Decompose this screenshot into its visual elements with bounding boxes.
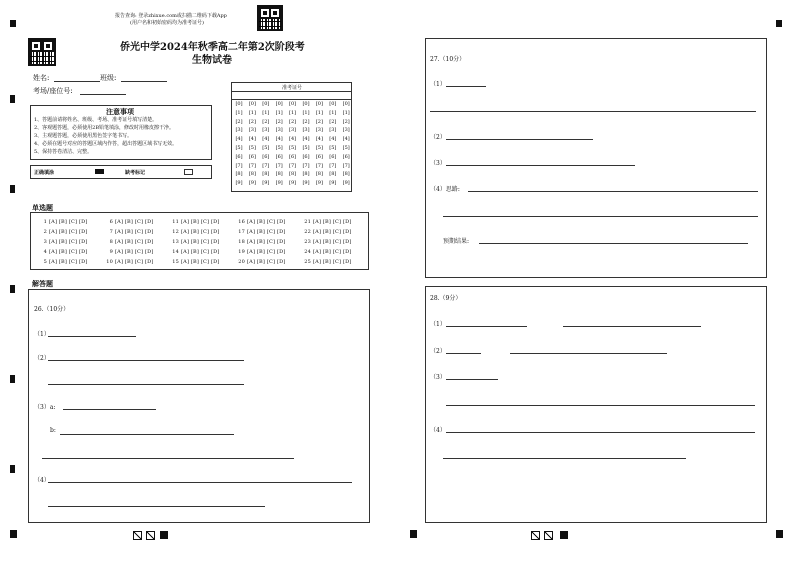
answer-options[interactable]: [A] [B] [C] [D] (115, 249, 154, 255)
exam-id-digit-bubble[interactable]: [3] (302, 127, 310, 134)
q28-part4-answer[interactable] (446, 432, 755, 433)
exam-id-digit-bubble[interactable]: [0] (262, 101, 270, 107)
single-choice-question[interactable] (236, 229, 286, 235)
exam-id-digit-bubble[interactable]: [0] (342, 101, 350, 107)
exam-id-digit-bubble[interactable]: [8] (235, 171, 243, 178)
q26-part2-label: （2） (34, 355, 50, 362)
q28-title: 28.（9分） (430, 295, 462, 302)
exam-id-digit-bubble[interactable]: [4] (342, 136, 350, 143)
exam-id-digit-bubble[interactable]: [1] (262, 109, 270, 116)
exam-id-digit-bubble[interactable]: [0] (329, 101, 337, 107)
exam-id-digit-bubble[interactable]: [8] (329, 171, 337, 178)
single-choice-question[interactable] (104, 259, 154, 265)
exam-id-digit-bubble[interactable]: [7] (329, 162, 337, 169)
q26-part1-label: （1） (34, 331, 50, 338)
exam-id-digit-bubble[interactable]: [1] (315, 109, 323, 116)
question-number: 15 (172, 259, 179, 265)
exam-id-digit-bubble[interactable]: [0] (289, 101, 297, 107)
q28-part3-answer[interactable] (446, 405, 755, 406)
q27-result-label: 预期结果: (443, 238, 470, 245)
exam-id-digit-bubble[interactable]: [6] (329, 153, 337, 160)
exam-id-digit-column[interactable] (286, 100, 300, 188)
exam-id-digit-bubble[interactable]: [4] (248, 136, 256, 143)
exam-id-digit-bubble[interactable]: [1] (329, 109, 337, 116)
answer-options[interactable]: [A] [B] [C] [D] (49, 239, 88, 245)
question-number: 22 (304, 229, 311, 235)
exam-id-digit-bubble[interactable]: [8] (275, 171, 283, 178)
q27-part2-answer[interactable] (446, 139, 593, 140)
exam-id-digit-column[interactable] (272, 100, 286, 188)
exam-id-digit-bubble[interactable]: [3] (275, 127, 283, 134)
exam-id-digit-bubble[interactable]: [2] (248, 118, 256, 125)
timing-mark (10, 95, 15, 103)
question-number: 9 (109, 249, 113, 255)
single-choice-question[interactable] (38, 229, 88, 235)
question-number: 6 (109, 219, 113, 225)
exam-id-digit-bubble[interactable]: [4] (275, 136, 283, 143)
exam-id-digit-column[interactable] (312, 100, 326, 188)
exam-id-digit-bubble[interactable]: [2] (302, 118, 310, 125)
exam-id-digit-bubble[interactable]: [2] (262, 118, 270, 125)
correct-fill-label: 正确填涂 (34, 170, 55, 176)
question-number: 5 (43, 259, 47, 265)
exam-id-digit-bubble[interactable]: [6] (302, 153, 310, 160)
single-choice-question[interactable] (170, 239, 220, 245)
exam-id-digit-bubble[interactable]: [6] (248, 153, 256, 160)
answer-options[interactable]: [A] [B] [C] [D] (313, 249, 352, 255)
exam-id-digit-bubble[interactable]: [2] (289, 118, 297, 125)
q26-part3b-label: b: (50, 427, 56, 434)
q27-part4-label: （4）思路: (430, 186, 460, 193)
exam-id-digit-bubble[interactable]: [3] (289, 127, 297, 134)
answer-options[interactable]: [A] [B] [C] [D] (181, 259, 220, 265)
exam-id-digit-bubble[interactable]: [4] (235, 136, 243, 143)
q27-part1-answer[interactable] (430, 111, 756, 112)
single-choice-question[interactable] (302, 219, 352, 225)
q27-title: 27.（10分） (430, 56, 466, 63)
answer-options[interactable]: [A] [B] [C] [D] (247, 219, 286, 225)
single-choice-question[interactable] (38, 239, 88, 245)
exam-id-digit-bubble[interactable]: [1] (235, 109, 243, 116)
single-choice-question[interactable] (38, 249, 88, 255)
q26-part3b-answer[interactable] (60, 434, 234, 435)
notice-item: 2、客观题答题，必须使用2B铅笔填涂，修改时用橡皮擦干净。 (34, 125, 175, 131)
exam-id-digit-bubble[interactable]: [8] (248, 171, 256, 178)
qr-code-icon (28, 38, 56, 66)
timing-mark (10, 185, 15, 193)
question-number: 16 (238, 219, 245, 225)
exam-id-digit-column[interactable] (232, 100, 246, 188)
exam-id-digit-column[interactable] (299, 100, 313, 188)
report-note: 报告查询: 登录zhixue.com或扫描二维码下载App (115, 13, 227, 19)
answer-options[interactable]: [A] [B] [C] [D] (181, 239, 220, 245)
exam-id-digit-bubble[interactable]: [3] (262, 127, 270, 134)
q27-result-answer[interactable] (479, 243, 748, 244)
exam-id-digit-bubble[interactable]: [0] (275, 101, 283, 107)
answer-options[interactable]: [A] [B] [C] [D] (115, 259, 154, 265)
exam-id-digit-bubble[interactable]: [4] (262, 136, 270, 143)
exam-id-digit-column[interactable] (326, 100, 340, 188)
exam-id-digit-bubble[interactable]: [8] (315, 171, 323, 178)
exam-id-digit-bubble[interactable]: [1] (342, 109, 350, 116)
exam-id-digit-bubble[interactable]: [4] (302, 136, 310, 143)
exam-id-digit-bubble[interactable]: [6] (342, 153, 350, 160)
question-number: 19 (238, 249, 245, 255)
notice-item: 3、主观题答题，必须使用黑色签字笔书写。 (34, 133, 133, 139)
single-choice-question[interactable] (302, 259, 352, 265)
q26-title: 26.（10分） (34, 306, 70, 313)
notice-item: 4、必须在题号对应的答题区域内作答，超出答题区域书写无效。 (34, 141, 178, 147)
q28-part2-label: （2） (430, 348, 446, 355)
q28-part1-answer[interactable] (446, 326, 527, 327)
q26-part4-label: （4） (34, 477, 50, 484)
question-number: 20 (238, 259, 245, 265)
answer-options[interactable]: [A] [B] [C] [D] (247, 249, 286, 255)
single-choice-question[interactable] (104, 239, 154, 245)
q27-part2-label: （2） (430, 134, 446, 141)
timing-mark (776, 530, 783, 538)
exam-id-digit-bubble[interactable]: [2] (329, 118, 337, 125)
timing-mark (10, 465, 15, 473)
single-choice-question[interactable] (170, 219, 220, 225)
question-number: 17 (238, 229, 245, 235)
exam-id-digit-bubble[interactable]: [7] (235, 162, 243, 169)
answer-options[interactable]: [A] [B] [C] [D] (181, 249, 220, 255)
exam-id-digit-bubble[interactable]: [4] (289, 136, 297, 143)
timing-mark (160, 531, 168, 539)
exam-id-digit-bubble[interactable]: [0] (315, 101, 323, 107)
q27-part4-answer[interactable] (443, 216, 758, 217)
question-number: 10 (106, 259, 113, 265)
exam-id-digit-bubble[interactable]: [8] (302, 171, 310, 178)
exam-id-digit-bubble[interactable]: [5] (315, 144, 323, 151)
exam-id-digit-bubble[interactable]: [5] (275, 144, 283, 151)
exam-id-digit-bubble[interactable]: [7] (342, 162, 350, 169)
q26-part2-answer[interactable] (48, 384, 244, 385)
q27-part1-answer[interactable] (446, 86, 486, 87)
exam-id-digit-bubble[interactable]: [6] (315, 153, 323, 160)
q28-part4-label: （4） (430, 427, 446, 434)
exam-id-digit-bubble[interactable]: [0] (235, 101, 243, 107)
exam-id-digit-bubble[interactable]: [5] (329, 144, 337, 151)
exam-id-digit-bubble[interactable]: [1] (275, 109, 283, 116)
exam-id-digit-bubble[interactable]: [9] (235, 180, 243, 187)
single-choice-question[interactable] (302, 229, 352, 235)
exam-id-digit-bubble[interactable]: [5] (262, 144, 270, 151)
notice-item: 1、答题前请将姓名、班级、考场、准考证号填写清楚。 (34, 117, 158, 123)
notice-item: 5、保持答卷清洁、完整。 (34, 149, 93, 155)
question-number: 4 (43, 249, 47, 255)
question-number: 1 (43, 219, 47, 225)
single-choice-question[interactable] (170, 249, 220, 255)
name-label: 姓名: (33, 74, 50, 82)
qr-code-icon (257, 5, 283, 31)
exam-id-digit-bubble[interactable]: [2] (315, 118, 323, 125)
exam-id-digit-bubble[interactable]: [9] (342, 180, 350, 187)
answer-options[interactable]: [A] [B] [C] [D] (49, 249, 88, 255)
q28-part2-answer[interactable] (510, 353, 667, 354)
seat-field[interactable] (80, 94, 126, 95)
exam-id-digit-bubble[interactable]: [6] (289, 153, 297, 160)
single-choice-question[interactable] (104, 229, 154, 235)
exam-id-digit-bubble[interactable]: [5] (289, 144, 297, 151)
exam-id-digit-bubble[interactable]: [7] (262, 162, 270, 169)
answer-options[interactable]: [A] [B] [C] [D] (115, 229, 154, 235)
exam-id-digit-bubble[interactable]: [7] (248, 162, 256, 169)
question-number: 14 (172, 249, 179, 255)
exam-id-divider (231, 91, 352, 92)
page-code-box (544, 531, 553, 540)
absent-mark-checkbox[interactable] (184, 169, 193, 175)
question-number: 24 (304, 249, 311, 255)
page-code-box (146, 531, 155, 540)
exam-id-digit-bubble[interactable]: [8] (342, 171, 350, 178)
q28-part3-label: （3） (430, 374, 446, 381)
exam-id-digit-bubble[interactable]: [2] (235, 118, 243, 125)
single-choice-question[interactable] (236, 239, 286, 245)
timing-mark (560, 531, 568, 539)
exam-id-digit-bubble[interactable]: [9] (289, 180, 297, 187)
single-choice-question[interactable] (104, 219, 154, 225)
exam-id-title: 准考证号 (282, 85, 303, 91)
exam-id-digit-bubble[interactable]: [9] (315, 180, 323, 187)
timing-mark (10, 285, 15, 293)
exam-id-digit-bubble[interactable]: [3] (235, 127, 243, 134)
answer-section-title: 解答题 (32, 279, 53, 288)
class-field[interactable] (121, 81, 167, 82)
question-number: 18 (238, 239, 245, 245)
class-label: 班级: (100, 74, 117, 82)
single-choice-question[interactable] (170, 229, 220, 235)
seat-label: 考场/座位号: (33, 87, 73, 95)
exam-id-digit-bubble[interactable]: [1] (302, 109, 310, 116)
exam-id-digit-bubble[interactable]: [6] (275, 153, 283, 160)
question-number: 21 (304, 219, 311, 225)
answer-options[interactable]: [A] [B] [C] [D] (313, 219, 352, 225)
q26-part4-answer[interactable] (48, 482, 352, 483)
exam-id-digit-bubble[interactable]: [5] (248, 144, 256, 151)
q27-box (425, 38, 767, 278)
q26-part1-answer[interactable] (48, 336, 136, 337)
question-number: 13 (172, 239, 179, 245)
exam-id-digit-bubble[interactable]: [1] (248, 109, 256, 116)
exam-id-digit-bubble[interactable]: [4] (315, 136, 323, 143)
q26-box (28, 289, 370, 523)
exam-id-digit-bubble[interactable]: [6] (262, 153, 270, 160)
exam-id-digit-bubble[interactable]: [8] (262, 171, 270, 178)
single-choice-question[interactable] (236, 219, 286, 225)
answer-options[interactable]: [A] [B] [C] [D] (313, 239, 352, 245)
q28-part1-answer[interactable] (563, 326, 701, 327)
subject-title: 生物试卷 (192, 55, 232, 66)
exam-id-digit-column[interactable] (339, 100, 353, 188)
q27-part3-answer[interactable] (446, 165, 635, 166)
answer-options[interactable]: [A] [B] [C] [D] (181, 229, 220, 235)
q27-part4-answer[interactable] (468, 191, 758, 192)
absent-mark-label: 缺考标记 (125, 170, 146, 176)
exam-id-digit-bubble[interactable]: [3] (329, 127, 337, 134)
page-code-box (133, 531, 142, 540)
q26-part4-answer[interactable] (48, 506, 265, 507)
timing-mark (776, 20, 782, 27)
exam-id-digit-bubble[interactable]: [5] (342, 144, 350, 151)
question-number: 7 (109, 229, 113, 235)
school-title: 侨光中学2024年秋季高二年第2次阶段考 (120, 42, 305, 53)
exam-id-digit-bubble[interactable]: [5] (302, 144, 310, 151)
question-number: 11 (172, 219, 179, 225)
timing-mark (410, 530, 417, 538)
name-field[interactable] (54, 81, 100, 82)
single-choice-title: 单选题 (32, 203, 53, 212)
exam-id-digit-bubble[interactable]: [3] (248, 127, 256, 134)
q28-part3-answer[interactable] (446, 379, 498, 380)
q26-part3a-answer[interactable] (63, 409, 156, 410)
answer-options[interactable]: [A] [B] [C] [D] (49, 219, 88, 225)
single-choice-question[interactable] (170, 259, 220, 265)
q27-part3-label: （3） (430, 160, 446, 167)
answer-options[interactable]: [A] [B] [C] [D] (115, 239, 154, 245)
page-code-box (531, 531, 540, 540)
exam-id-digit-bubble[interactable]: [9] (329, 180, 337, 187)
report-note-sub: (用户名和初始密码均为准考证号) (130, 20, 204, 26)
answer-options[interactable]: [A] [B] [C] [D] (247, 259, 286, 265)
single-choice-question[interactable] (38, 259, 88, 265)
answer-options[interactable]: [A] [B] [C] [D] (313, 259, 352, 265)
q26-part3a-label: （3）a: (34, 404, 56, 411)
timing-mark (10, 20, 16, 27)
exam-id-digit-bubble[interactable]: [2] (342, 118, 350, 125)
answer-options[interactable]: [A] [B] [C] [D] (49, 259, 88, 265)
exam-id-digit-bubble[interactable]: [0] (302, 101, 310, 107)
question-number: 25 (304, 259, 311, 265)
single-choice-question[interactable] (236, 259, 286, 265)
question-number: 12 (172, 229, 179, 235)
exam-id-digit-bubble[interactable]: [8] (289, 171, 297, 178)
q28-part1-label: （1） (430, 321, 446, 328)
notice-title: 注意事项 (106, 107, 134, 116)
exam-id-digit-bubble[interactable]: [2] (275, 118, 283, 125)
exam-id-digit-bubble[interactable]: [4] (329, 136, 337, 143)
exam-id-digit-bubble[interactable]: [9] (248, 180, 256, 187)
answer-options[interactable]: [A] [B] [C] [D] (247, 239, 286, 245)
exam-id-digit-column[interactable] (259, 100, 273, 188)
single-choice-question[interactable] (302, 239, 352, 245)
answer-options[interactable]: [A] [B] [C] [D] (49, 229, 88, 235)
answer-options[interactable]: [A] [B] [C] [D] (313, 229, 352, 235)
single-choice-question[interactable] (302, 249, 352, 255)
q28-part4-answer[interactable] (443, 458, 686, 459)
exam-id-digit-bubble[interactable]: [7] (275, 162, 283, 169)
exam-id-digit-bubble[interactable]: [1] (289, 109, 297, 116)
exam-id-digit-bubble[interactable]: [7] (289, 162, 297, 169)
exam-id-digit-bubble[interactable]: [7] (302, 162, 310, 169)
question-number: 2 (43, 229, 47, 235)
answer-options[interactable]: [A] [B] [C] [D] (247, 229, 286, 235)
q28-part2-answer[interactable] (446, 353, 481, 354)
exam-id-digit-bubble[interactable]: [9] (275, 180, 283, 187)
single-choice-question[interactable] (104, 249, 154, 255)
question-number: 3 (43, 239, 47, 245)
q26-part2-answer[interactable] (48, 360, 244, 361)
exam-id-digit-bubble[interactable]: [7] (315, 162, 323, 169)
timing-mark (10, 530, 17, 538)
answer-options[interactable]: [A] [B] [C] [D] (181, 219, 220, 225)
exam-id-digit-bubble[interactable]: [6] (235, 153, 243, 160)
exam-id-digit-bubble[interactable]: [0] (248, 101, 256, 107)
exam-id-digit-bubble[interactable]: [9] (262, 180, 270, 187)
exam-id-digit-bubble[interactable]: [9] (302, 180, 310, 187)
single-choice-question[interactable] (236, 249, 286, 255)
question-number: 8 (109, 239, 113, 245)
single-choice-question[interactable] (38, 219, 88, 225)
exam-id-digit-bubble[interactable]: [3] (342, 127, 350, 134)
exam-id-digit-column[interactable] (245, 100, 259, 188)
exam-id-digit-bubble[interactable]: [3] (315, 127, 323, 134)
question-number: 23 (304, 239, 311, 245)
q27-part1-label: （1） (430, 81, 446, 88)
exam-id-digit-bubble[interactable]: [5] (235, 144, 243, 151)
timing-mark (10, 375, 15, 383)
correct-fill-sample (95, 169, 104, 174)
answer-options[interactable]: [A] [B] [C] [D] (115, 219, 154, 225)
q26-part3b-answer[interactable] (42, 458, 294, 459)
